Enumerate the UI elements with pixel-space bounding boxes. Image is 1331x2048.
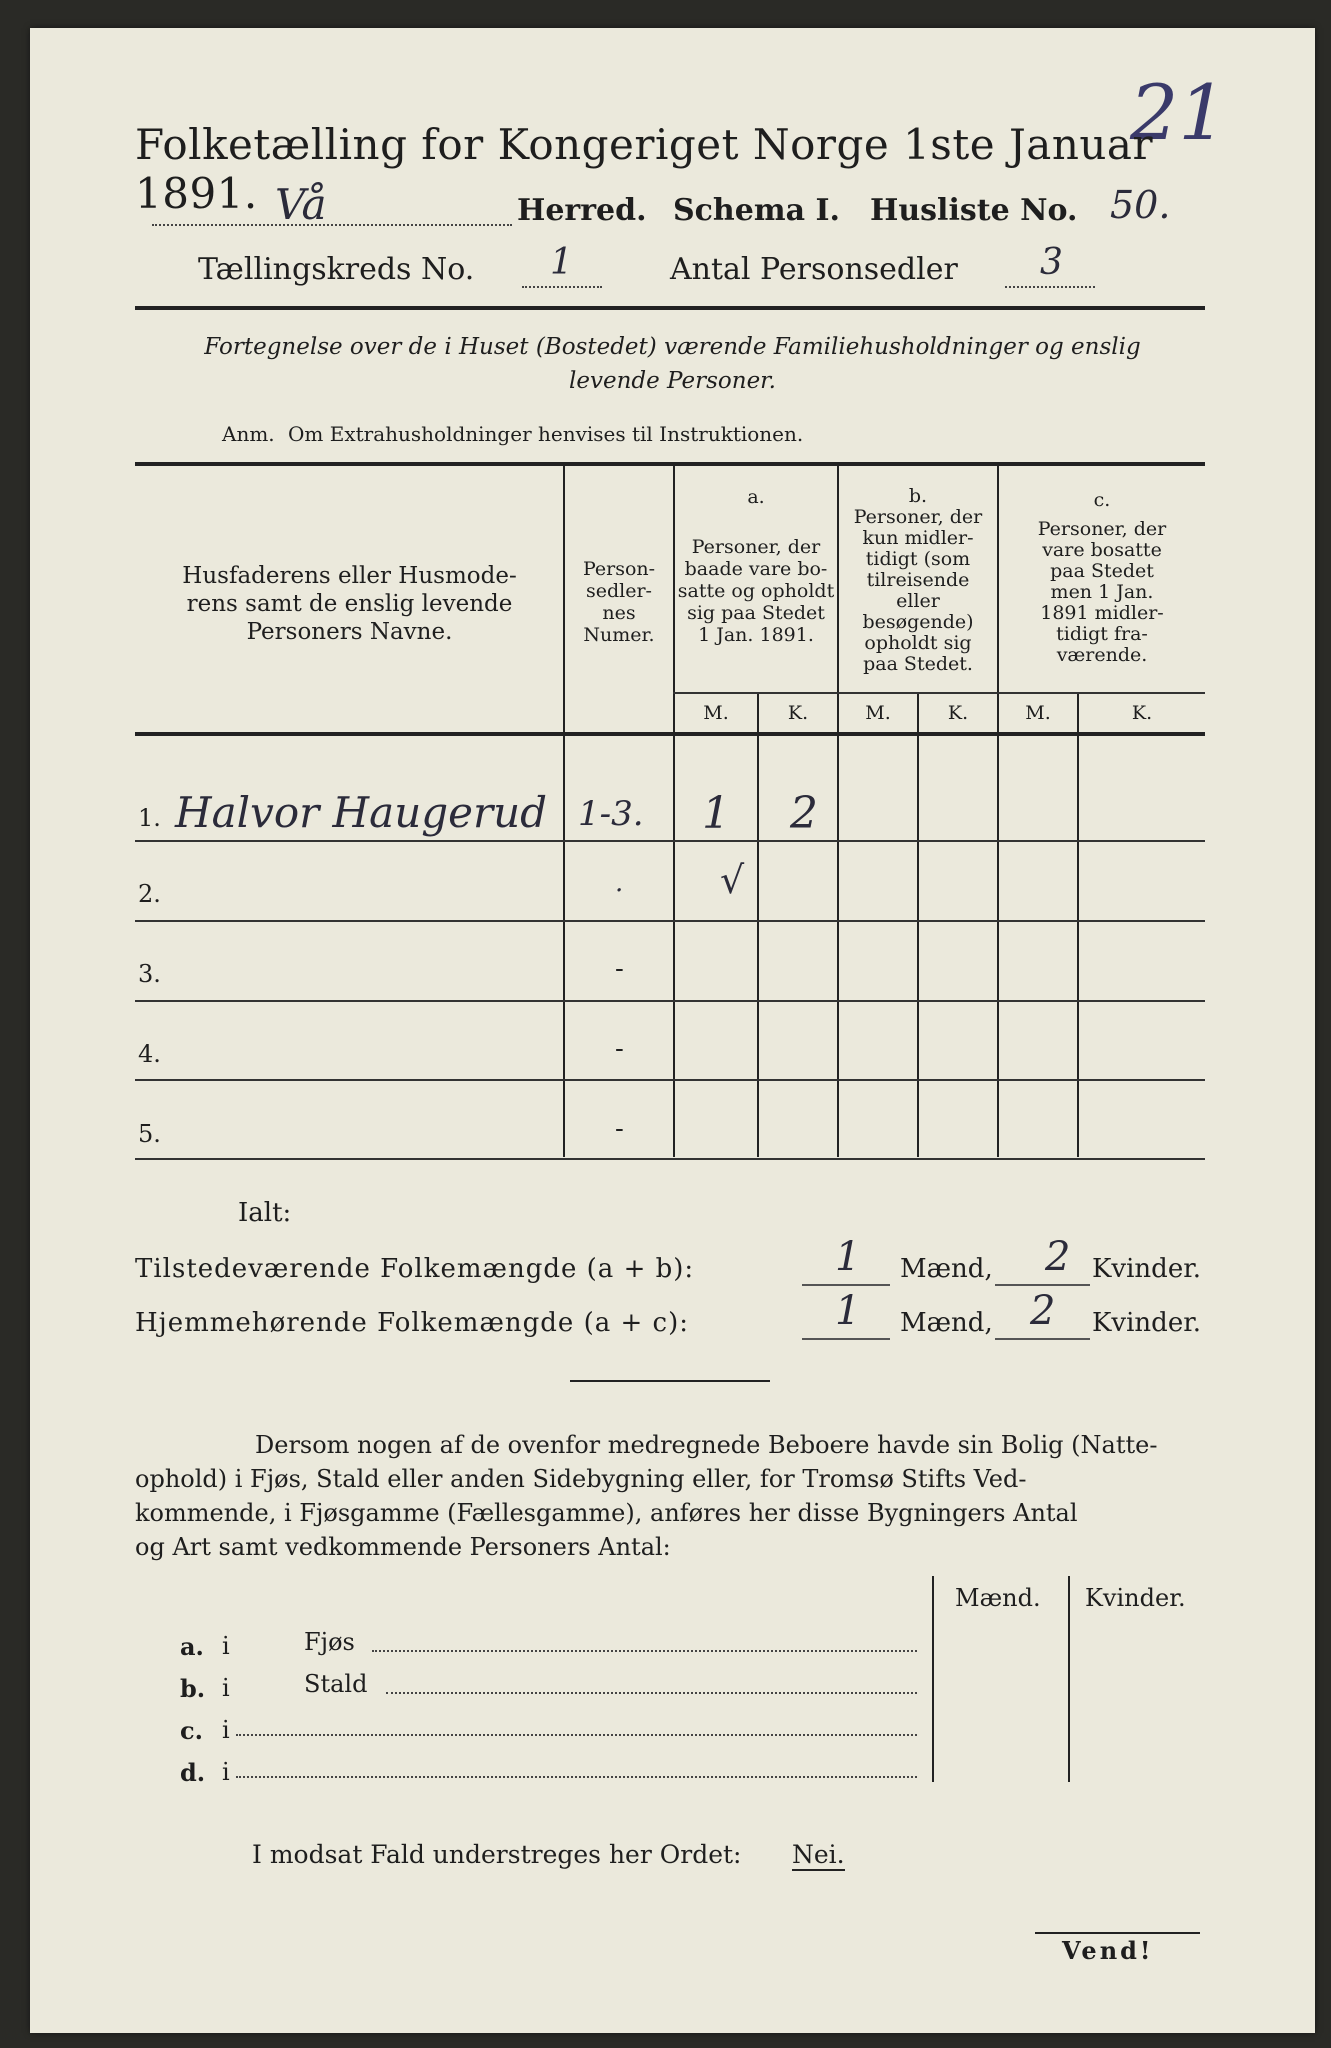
husliste-label: Husliste No. bbox=[870, 193, 1078, 228]
col-b-line-1: Personer, der bbox=[853, 506, 983, 528]
page-title: Folketælling for Kongeriget Norge 1ste Januar 1891. bbox=[135, 120, 1154, 218]
col-a-line-1: Personer, der bbox=[691, 536, 821, 558]
mk-top-rule bbox=[673, 692, 1205, 694]
row-5-numer: - bbox=[615, 1114, 624, 1144]
c-k-label: K. bbox=[1131, 702, 1153, 724]
b-m-label: M. bbox=[865, 702, 891, 724]
col-b-line-8: paa Stedet. bbox=[863, 653, 973, 675]
c-m-label: M. bbox=[1025, 702, 1051, 724]
col-a-letter: a. bbox=[747, 486, 765, 508]
row-3-numer: - bbox=[615, 954, 624, 984]
col-c-line-2: vare bosatte bbox=[1042, 539, 1162, 561]
herred-value: Vå bbox=[275, 180, 327, 229]
col-a-line-4: sig paa Stedet bbox=[687, 602, 825, 624]
outbuildings-line-2: ophold) i Fjøs, Stald eller anden Sidebygning eller, for Tromsø Stifts Ved- bbox=[135, 1465, 1027, 1493]
col-name-line-3: Personers Navne. bbox=[246, 619, 453, 645]
outbuildings-row-b-i: i bbox=[222, 1674, 230, 1702]
col-divider-cm bbox=[1077, 694, 1079, 1157]
col-b-line-5: eller bbox=[896, 590, 940, 612]
hjemme-k-line bbox=[995, 1338, 1090, 1340]
col-b-line-6: besøgende) bbox=[862, 611, 974, 633]
col-name-line-2: rens samt de enslig levende bbox=[186, 591, 513, 617]
row-1-rule bbox=[135, 840, 1205, 842]
col-name-header bbox=[142, 562, 557, 646]
schema-label: Schema I. bbox=[673, 193, 840, 228]
row-1-number: 1. bbox=[138, 804, 161, 832]
col-b-letter: b. bbox=[908, 485, 928, 507]
tilstede-m-line bbox=[802, 1284, 890, 1286]
kreds-label: Tællingskreds No. bbox=[198, 252, 475, 287]
outbuildings-row-c-i: i bbox=[222, 1716, 230, 1744]
row-2-number: 2. bbox=[138, 880, 161, 908]
col-c-line-6: tidigt fra- bbox=[1056, 623, 1148, 645]
col-name-line-1: Husfaderens eller Husmode- bbox=[182, 563, 517, 589]
col-numer-line-3: nes bbox=[602, 602, 636, 624]
row-4-numer: - bbox=[615, 1034, 624, 1064]
tilstede-m-value: 1 bbox=[835, 1234, 861, 1280]
col-numer-line-2: sedler- bbox=[586, 580, 652, 602]
row-5-number: 5. bbox=[138, 1120, 161, 1148]
vend-rule bbox=[1035, 1932, 1200, 1934]
table-head-rule bbox=[135, 732, 1205, 736]
col-c-header bbox=[999, 490, 1205, 666]
outbuildings-row-a-i: i bbox=[222, 1632, 230, 1660]
b-k-label: K. bbox=[947, 702, 969, 724]
outbuildings-row-d-i: i bbox=[222, 1758, 230, 1786]
outbuildings-col-kvinder: Kvinder. bbox=[1085, 1584, 1186, 1612]
table-top-rule bbox=[135, 462, 1205, 466]
col-a-line-5: 1 Jan. 1891. bbox=[698, 624, 814, 646]
col-b-line-3: tidigt (som bbox=[865, 548, 971, 570]
row-4-rule bbox=[135, 1079, 1205, 1081]
row-3-rule bbox=[135, 1000, 1205, 1002]
herred-dotline bbox=[152, 224, 512, 226]
outbuildings-col-maend: Mænd. bbox=[955, 1584, 1041, 1612]
footer-word: Nei. bbox=[792, 1840, 845, 1869]
note-text: Om Extrahusholdninger henvises til Instruktionen. bbox=[288, 422, 804, 446]
hjemme-m-value: 1 bbox=[835, 1288, 861, 1334]
col-c-line-5: 1891 midler- bbox=[1040, 602, 1164, 624]
col-numer-line-4: Numer. bbox=[583, 624, 655, 646]
tilstede-k-line bbox=[995, 1284, 1090, 1286]
tilstede-kvinder: Kvinder. bbox=[1092, 1254, 1202, 1284]
separator-rule bbox=[570, 1380, 770, 1382]
row-1-a-k: 2 bbox=[790, 788, 818, 839]
intro-line-1: Fortegnelse over de i Huset (Bostedet) værende Familiehusholdninger og enslig bbox=[204, 334, 1141, 360]
outbuildings-row-a-dots bbox=[372, 1650, 917, 1652]
outbuildings-divider-1 bbox=[932, 1576, 934, 1782]
outbuildings-text bbox=[135, 1428, 1210, 1564]
col-divider-bm bbox=[917, 694, 919, 1157]
col-numer-header bbox=[565, 558, 673, 646]
kreds-value: 1 bbox=[550, 242, 573, 283]
hjemme-label: Hjemmehørende Folkemængde (a + c): bbox=[135, 1308, 689, 1338]
row-3-number: 3. bbox=[138, 960, 161, 988]
row-1-name: Halvor Haugerud bbox=[175, 788, 548, 837]
page-number: 21 bbox=[1130, 68, 1227, 157]
outbuildings-line-3: kommende, i Fjøsgamme (Fællesgamme), anføres her disse Bygningers Antal bbox=[135, 1499, 1078, 1527]
row-2-rule bbox=[135, 920, 1205, 922]
col-c-line-4: men 1 Jan. bbox=[1050, 581, 1154, 603]
col-divider-am bbox=[757, 694, 759, 1157]
note-prefix: Anm. bbox=[222, 422, 275, 446]
col-b-header bbox=[839, 486, 997, 675]
outbuildings-row-a-label: Fjøs bbox=[304, 1628, 355, 1656]
herred-label: Herred. bbox=[517, 193, 647, 228]
husliste-value: 50. bbox=[1110, 183, 1171, 227]
tilstede-k-value: 2 bbox=[1045, 1234, 1071, 1280]
outbuildings-row-c-letter: c. bbox=[180, 1716, 203, 1745]
outbuildings-row-d-letter: d. bbox=[180, 1758, 206, 1787]
hjemme-kvinder: Kvinder. bbox=[1092, 1308, 1202, 1338]
row-2-numer: . bbox=[615, 868, 624, 898]
outbuildings-row-b-letter: b. bbox=[180, 1674, 206, 1703]
outbuildings-row-b-dots bbox=[386, 1692, 917, 1694]
vend-label: Vend! bbox=[1062, 1936, 1154, 1965]
col-c-letter: c. bbox=[1093, 489, 1111, 511]
row-4-number: 4. bbox=[138, 1040, 161, 1068]
hjemme-m-line bbox=[802, 1338, 890, 1340]
header-rule bbox=[135, 306, 1205, 310]
hjemme-k-value: 2 bbox=[1030, 1288, 1056, 1334]
outbuildings-row-a-letter: a. bbox=[180, 1632, 204, 1661]
col-c-line-3: paa Stedet bbox=[1050, 560, 1154, 582]
outbuildings-line-4: og Art samt vedkommende Personers Antal: bbox=[135, 1533, 671, 1561]
outbuildings-line-1: Dersom nogen af de ovenfor medregnede Beboere havde sin Bolig (Natte- bbox=[255, 1431, 1158, 1459]
row-1-numer: 1-3. bbox=[578, 794, 644, 834]
outbuildings-row-c-dots bbox=[236, 1734, 917, 1736]
col-numer-line-1: Person- bbox=[582, 558, 656, 580]
row-1-a-m: 1 bbox=[702, 788, 730, 839]
tilstede-maend: Mænd, bbox=[900, 1254, 993, 1284]
hjemme-maend: Mænd, bbox=[900, 1308, 993, 1338]
ialt-label: Ialt: bbox=[238, 1198, 292, 1228]
row-5-rule bbox=[135, 1158, 1205, 1160]
outbuildings-row-d-dots bbox=[236, 1776, 917, 1778]
a-m-label: M. bbox=[703, 702, 729, 724]
col-c-line-7: værende. bbox=[1056, 644, 1148, 666]
col-a-line-2: baade vare bo- bbox=[684, 558, 828, 580]
col-b-line-2: kun midler- bbox=[862, 527, 974, 549]
kreds-dotline bbox=[522, 286, 602, 288]
col-c-line-1: Personer, der bbox=[1037, 518, 1167, 540]
a-k-label: K. bbox=[787, 702, 809, 724]
col-a-header bbox=[675, 486, 837, 646]
personsedler-value: 3 bbox=[1040, 242, 1063, 283]
col-b-line-4: tilreisende bbox=[866, 569, 970, 591]
outbuildings-divider-2 bbox=[1068, 1576, 1070, 1782]
personsedler-dotline bbox=[1005, 286, 1095, 288]
row-2-a-m: √ bbox=[720, 858, 745, 902]
col-b-line-7: opholdt sig bbox=[864, 632, 972, 654]
intro-line-2: levende Personer. bbox=[569, 368, 776, 394]
col-a-line-3: satte og opholdt bbox=[677, 580, 835, 602]
footer-text: I modsat Fald understreges her Ordet: bbox=[252, 1840, 742, 1869]
tilstede-label: Tilstedeværende Folkemængde (a + b): bbox=[135, 1254, 695, 1284]
census-form-page bbox=[30, 28, 1315, 2033]
personsedler-label: Antal Personsedler bbox=[670, 252, 958, 287]
outbuildings-row-b-label: Stald bbox=[304, 1670, 368, 1698]
